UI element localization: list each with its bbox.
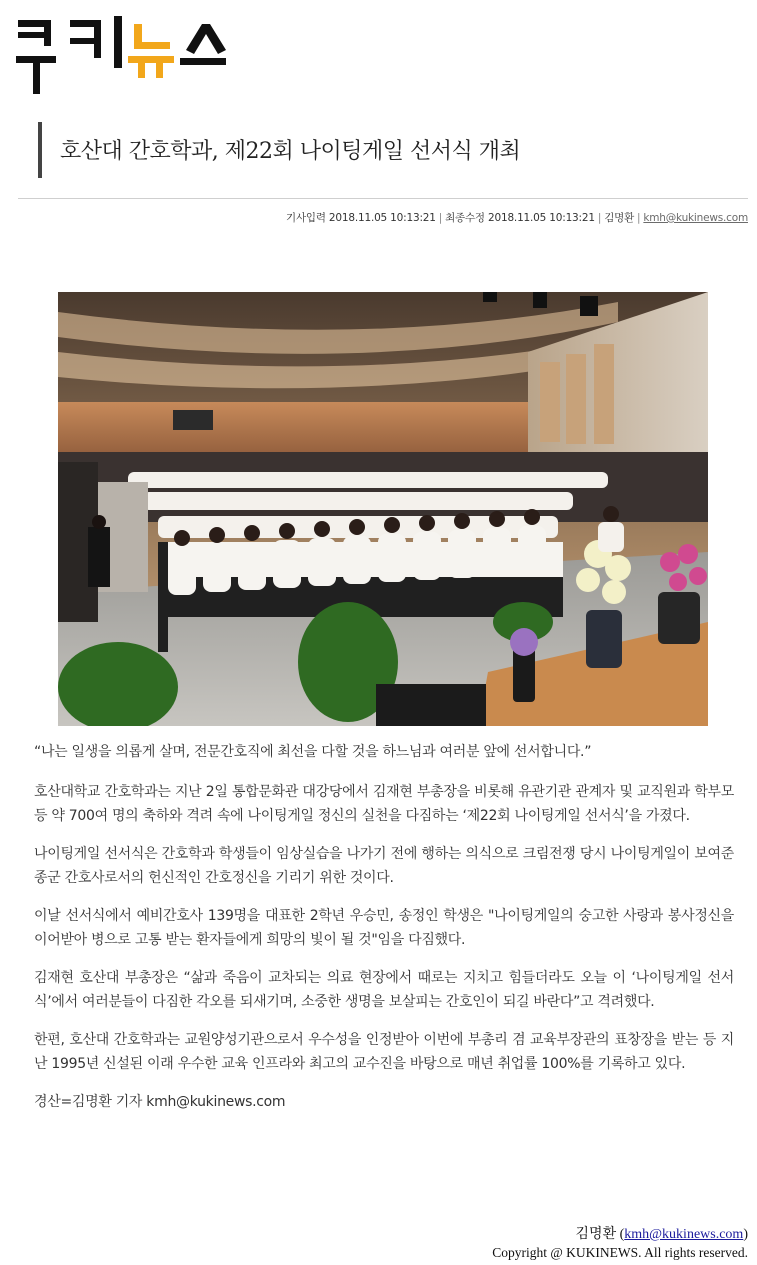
input-label: 기사입력 [286, 212, 326, 224]
footer [492, 1226, 748, 1262]
paragraph: 이날 선서식에서 예비간호사 139명을 대표한 2학년 우승민, 송정인 학생은 "나이팅게일의 숭고한 사랑과 봉사정신을 이어받아 병으로 고통 받는 환자들에게 희망의 빛이 될 것"임을 다짐했다. [34, 908, 734, 948]
footer-author: 김명환 (kmh@kukinews.com) [575, 1227, 748, 1242]
input-time: 2018.11.05 10:13:21 [328, 212, 436, 224]
article-title: 호산대 간호학과, 제22회 나이팅게일 선서식 개최 [60, 139, 521, 164]
article-photo [58, 292, 708, 726]
paragraph: 나이팅게일 선서식은 간호학과 학생들이 임상실습을 나가기 전에 행하는 의식으로 크림전쟁 당시 나이팅게일이 보여준 종군 간호사로서의 헌신적인 간호정신을 기리기 위한 것이다. [34, 846, 734, 886]
headline-accent-bar [38, 122, 42, 178]
reporter-email-link[interactable]: kmh@kukinews.com [643, 212, 748, 224]
paragraph: 김재현 호산대 부총장은 “삶과 죽음이 교차되는 의료 현장에서 때로는 지치고 힘들더라도 오늘 이 ‘나이팅게일 선서식’에서 여러분들이 다짐한 각오를 되새기며, 소중한 생명을 보살피는 간호인이 되길 바란다”고 격려했다. [34, 970, 734, 1010]
meta-separator: | [637, 212, 641, 224]
article-meta [286, 210, 748, 225]
paragraph: 호산대학교 간호학과는 지난 2일 통합문화관 대강당에서 김재현 부총장을 비롯해 유관기관 관계자 및 교직원과 학부모 등 약 700여 명의 축하와 격려 속에 나이팅게일 정신의 실천을 다짐하는 ‘제22회 나이팅게일 선서식’을 가졌다. [34, 784, 734, 824]
footer-author-name: 김명환 [575, 1227, 617, 1242]
byline: 경산=김명환 기자 kmh@kukinews.com [34, 1094, 286, 1110]
headline-block [38, 122, 738, 178]
divider [18, 198, 748, 199]
meta-separator: | [597, 212, 602, 224]
article-body [34, 740, 734, 1128]
reporter-name: 김명환 [604, 212, 635, 224]
modified-time: 2018.11.05 10:13:21 [488, 212, 595, 224]
copyright: Copyright @ KUKINEWS. All rights reserved. [492, 1245, 748, 1260]
paragraph: “나는 일생을 의롭게 살며, 전문간호직에 최선을 다할 것을 하느님과 여러분 앞에 선서합니다.” [34, 744, 592, 760]
modified-label: 최종수정 [445, 212, 485, 224]
meta-separator: | [438, 212, 443, 224]
footer-email-link[interactable]: kmh@kukinews.com [624, 1227, 744, 1242]
paragraph: 한편, 호산대 간호학과는 교원양성기관으로서 우수성을 인정받아 이번에 부총리 겸 교육부장관의 표창장을 받는 등 지난 1995년 신설된 이래 우수한 교육 인프라와 최고의 교수진을 바탕으로 매년 취업률 100%를 기록하고 있다. [34, 1032, 734, 1072]
kukinews-logo[interactable] [16, 16, 228, 96]
